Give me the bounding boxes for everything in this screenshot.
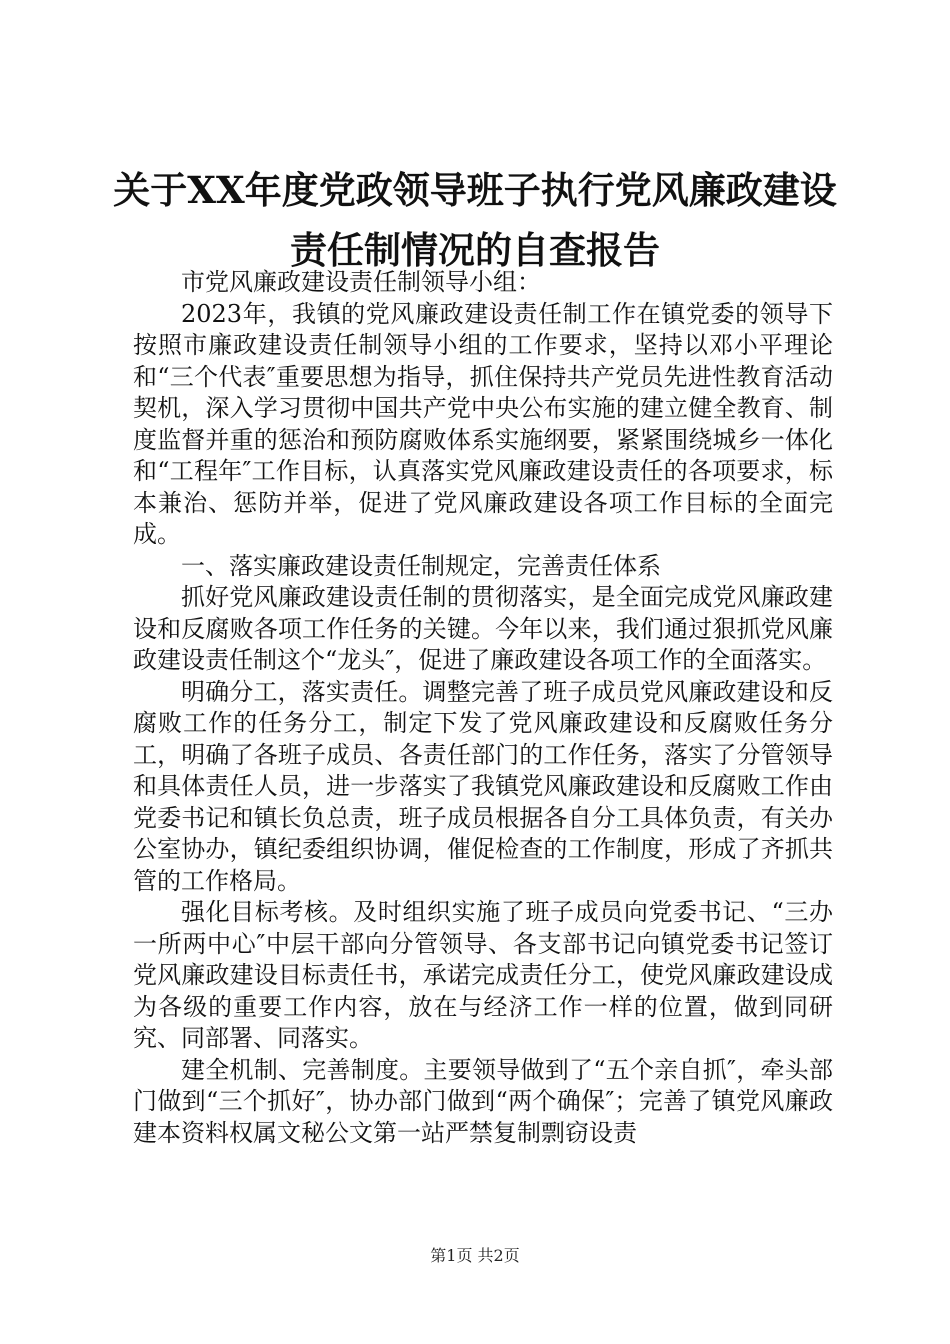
document-title-line-1: 关于XX年度党政领导班子执行党风廉政建设 bbox=[113, 168, 837, 212]
body-paragraph: 强化目标考核。及时组织实施了班子成员向党委书记、“三办一所两中心″中层干部向分管领导、各支部书记向镇党委书记签订党风廉政建设目标责任书，承诺完成责任分工，使党风廉政建设成为各级的重要工作内容，放在与经济工作一样的位置，做到同研究、同部署、同落实。 bbox=[133, 898, 833, 1052]
body-paragraph: 2023年，我镇的党风廉政建设责任制工作在镇党委的领导下按照市廉政建设责任制领导小组的工作要求，坚持以邓小平理论和“三个代表″重要思想为指导，抓住保持共产党员先进性教育活动契机，深入学习贯彻中国共产党中央公布实施的建立健全教育、制度监督并重的惩治和预防腐败体系实施纲要，紧紧围绕城乡一体化和“工程年″工作目标，认真落实党风廉政建设责任的各项要求，标本兼治、惩防并举，促进了党风廉政建设各项工作目标的全面完成。 bbox=[133, 299, 833, 548]
body-paragraph: 建全机制、完善制度。主要领导做到了“五个亲自抓″，牵头部门做到“三个抓好″，协办部门做到“两个确保″；完善了镇党风廉政建本资料权属文秘公文第一站严禁复制剽窃设责 bbox=[133, 1055, 833, 1147]
salutation-paragraph: 市党风廉政建设责任制领导小组： bbox=[181, 268, 541, 296]
document-body bbox=[133, 267, 833, 1149]
body-paragraph: 明确分工，落实责任。调整完善了班子成员党风廉政建设和反腐败工作的任务分工，制定下发了党风廉政建设和反腐败任务分工，明确了各班子成员、各责任部门的工作任务，落实了分管领导和具体责任人员，进一步落实了我镇党风廉政建设和反腐败工作由党委书记和镇长负总责，班子成员根据各自分工具体负责，有关办公室协办，镇纪委组织协调，催促检查的工作制度，形成了齐抓共管的工作格局。 bbox=[133, 677, 833, 895]
document-title-line-2: 责任制情况的自查报告 bbox=[290, 228, 660, 272]
body-paragraph: 抓好党风廉政建设责任制的贯彻落实，是全面完成党风廉政建设和反腐败各项工作任务的关键。今年以来，我们通过狠抓党风廉政建设责任制这个“龙头″，促进了廉政建设各项工作的全面落实。 bbox=[133, 583, 833, 674]
section-heading: 一、落实廉政建设责任制规定，完善责任体系 bbox=[181, 551, 661, 580]
page-number-footer: 第1页 共2页 bbox=[430, 1246, 520, 1265]
